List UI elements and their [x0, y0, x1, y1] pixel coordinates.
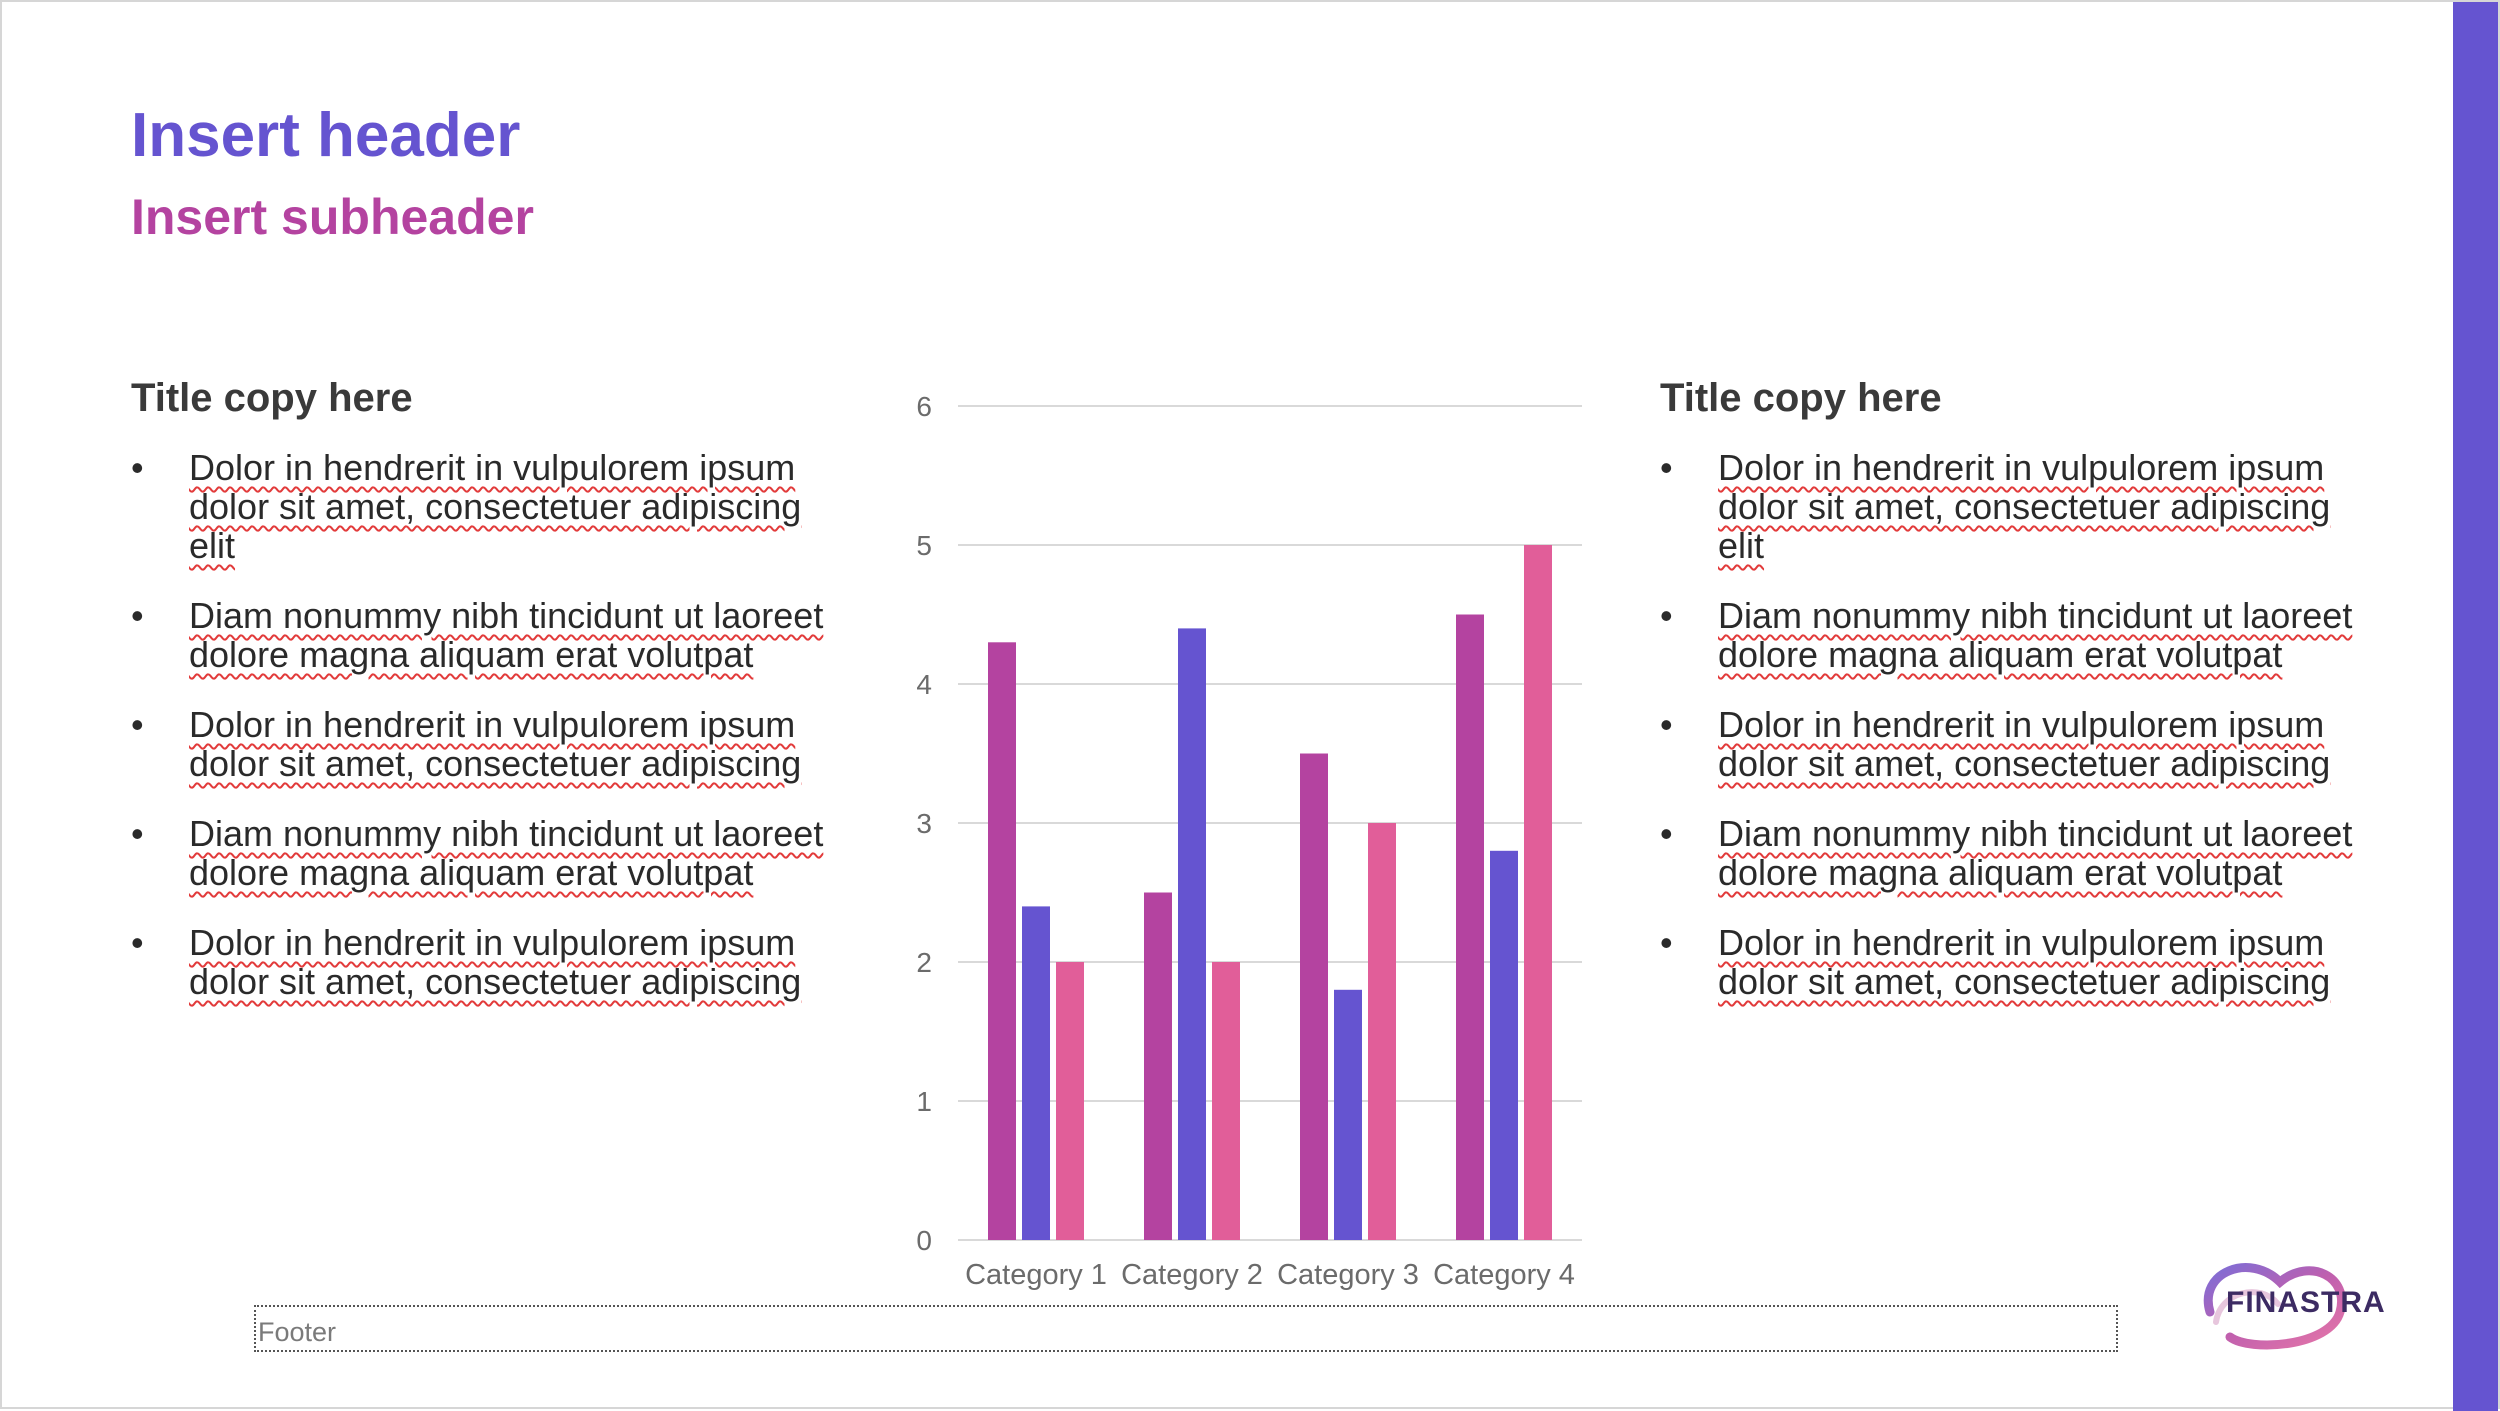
finastra-logo	[2190, 1252, 2386, 1352]
bullet-icon: •	[131, 922, 144, 963]
bar-chart[interactable]	[882, 372, 1602, 1312]
x-tick-label: Category 4	[1433, 1259, 1575, 1291]
left-bullet-list	[131, 448, 851, 1001]
bullet-icon: •	[1660, 813, 1673, 854]
list-item	[131, 448, 851, 565]
footer-placeholder[interactable]	[254, 1305, 2118, 1352]
y-tick-label: 4	[916, 669, 932, 700]
list-item	[131, 705, 851, 783]
x-tick-label: Category 2	[1121, 1259, 1263, 1291]
bar	[1368, 823, 1396, 1240]
list-item	[1660, 814, 2380, 892]
bullet-text: Dolor in hendrerit in vulpulorem ipsum dolor sit amet, consectetuer adipiscing	[1718, 922, 2331, 1002]
list-item	[1660, 705, 2380, 783]
y-tick-label: 2	[916, 947, 932, 978]
bar	[1022, 906, 1050, 1240]
bullet-text: Diam nonummy nibh tincidunt ut laoreet dolore magna aliquam erat volutpat	[189, 813, 824, 893]
bar	[1490, 851, 1518, 1240]
bar	[1300, 754, 1328, 1241]
slide-subheader[interactable]: Insert subheader	[131, 189, 534, 245]
bar	[988, 642, 1016, 1240]
bar	[1524, 545, 1552, 1240]
bullet-icon: •	[1660, 447, 1673, 488]
bullet-text: Diam nonummy nibh tincidunt ut laoreet dolore magna aliquam erat volutpat	[1718, 595, 2353, 675]
right-column-title: Title copy here	[1660, 376, 1942, 420]
y-tick-label: 0	[916, 1225, 932, 1256]
y-tick-label: 3	[916, 808, 932, 839]
list-item	[131, 923, 851, 1001]
bullet-icon: •	[131, 704, 144, 745]
y-tick-label: 1	[916, 1086, 932, 1117]
bar	[1212, 962, 1240, 1240]
x-tick-label: Category 1	[965, 1259, 1107, 1291]
bullet-text: Dolor in hendrerit in vulpulorem ipsum dolor sit amet, consectetuer adipiscing elit	[189, 447, 802, 566]
bullet-icon: •	[131, 447, 144, 488]
bullet-text: Dolor in hendrerit in vulpulorem ipsum dolor sit amet, consectetuer adipiscing	[189, 922, 802, 1002]
bullet-text: Diam nonummy nibh tincidunt ut laoreet dolore magna aliquam erat volutpat	[189, 595, 824, 675]
list-item	[1660, 596, 2380, 674]
bar	[1056, 962, 1084, 1240]
bar	[1144, 893, 1172, 1241]
bullet-text: Dolor in hendrerit in vulpulorem ipsum dolor sit amet, consectetuer adipiscing	[1718, 704, 2331, 784]
right-bullet-list	[1660, 448, 2380, 1001]
left-column-title: Title copy here	[131, 376, 413, 420]
bar	[1178, 628, 1206, 1240]
y-tick-label: 6	[916, 391, 932, 422]
bullet-icon: •	[1660, 922, 1673, 963]
slide-header[interactable]: Insert header	[131, 101, 521, 170]
footer-text: Footer	[258, 1317, 337, 1347]
list-item	[131, 596, 851, 674]
accent-bar	[2453, 2, 2498, 1411]
left-text-column[interactable]	[131, 374, 851, 1032]
x-tick-label: Category 3	[1277, 1259, 1419, 1291]
bullet-text: Diam nonummy nibh tincidunt ut laoreet dolore magna aliquam erat volutpat	[1718, 813, 2353, 893]
y-tick-label: 5	[916, 530, 932, 561]
bullet-icon: •	[1660, 595, 1673, 636]
list-item	[131, 814, 851, 892]
bar	[1334, 990, 1362, 1240]
bullet-text: Dolor in hendrerit in vulpulorem ipsum dolor sit amet, consectetuer adipiscing	[189, 704, 802, 784]
bullet-icon: •	[131, 813, 144, 854]
list-item	[1660, 448, 2380, 565]
bullet-icon: •	[131, 595, 144, 636]
list-item	[1660, 923, 2380, 1001]
bullet-text: Dolor in hendrerit in vulpulorem ipsum dolor sit amet, consectetuer adipiscing elit	[1718, 447, 2331, 566]
logo-text: FINASTRA	[2226, 1286, 2386, 1319]
bullet-icon: •	[1660, 704, 1673, 745]
right-text-column[interactable]	[1660, 374, 2380, 1032]
bar	[1456, 615, 1484, 1241]
